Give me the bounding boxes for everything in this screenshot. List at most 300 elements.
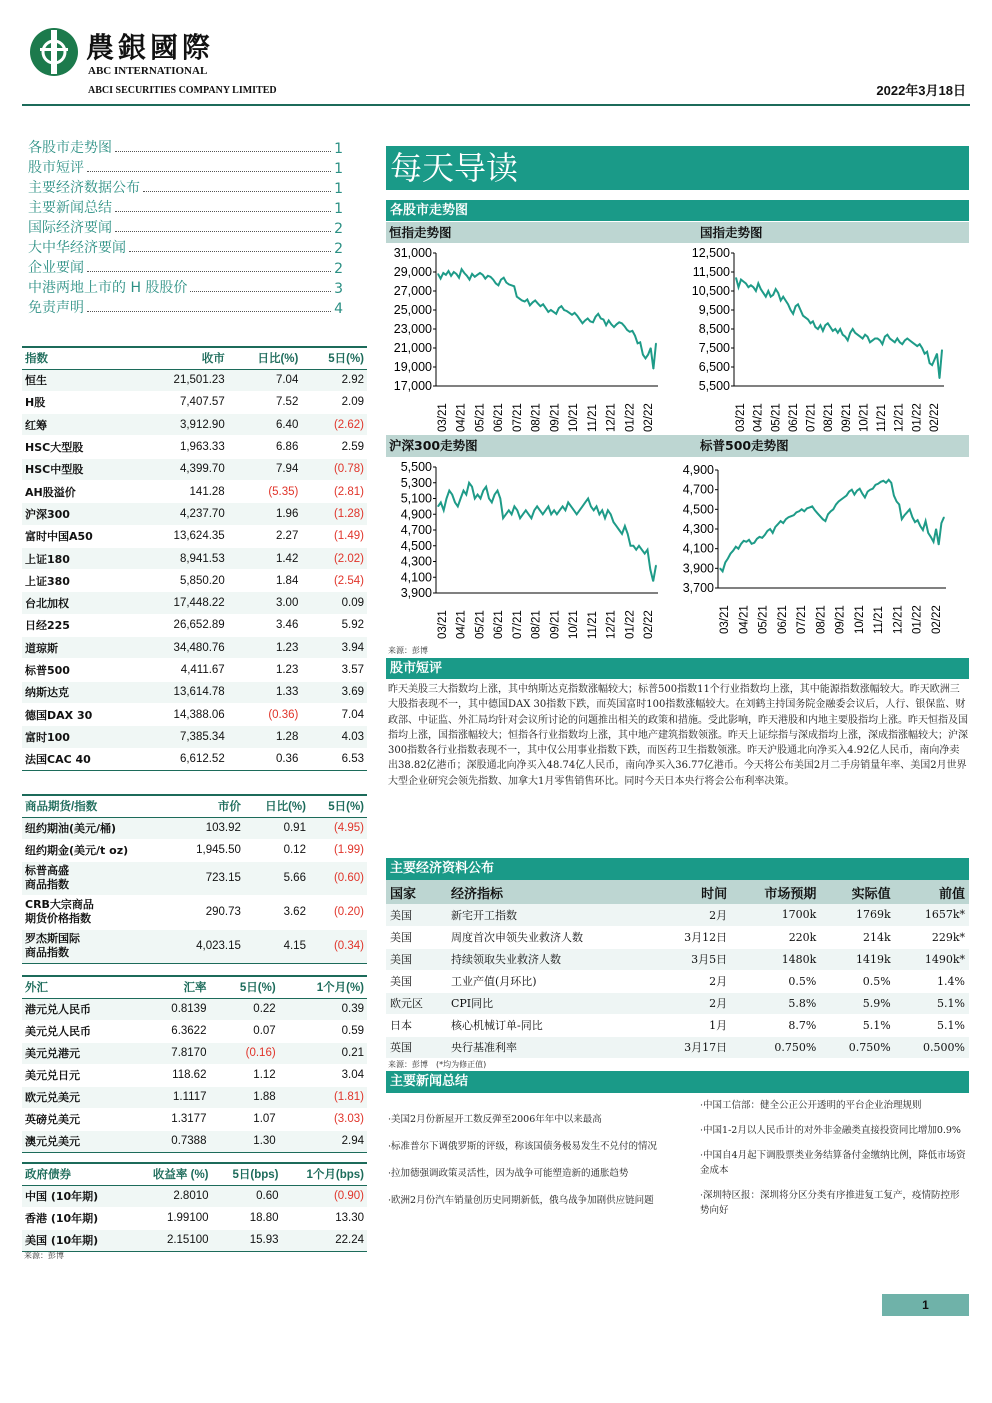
x-tick-label: 06/21 — [493, 403, 506, 432]
cell-value: 1.23 — [228, 637, 302, 659]
cell-value: 0.8139 — [141, 998, 209, 1020]
cell-value: 0.59 — [279, 1020, 367, 1042]
cell-value: 3月12日 — [655, 926, 731, 948]
x-tick-label: 08/21 — [530, 403, 543, 432]
table-row — [386, 926, 969, 948]
hsi-chart — [386, 243, 676, 435]
data-point — [485, 278, 486, 279]
data-point — [579, 510, 580, 511]
data-point — [768, 290, 769, 291]
data-point — [602, 510, 603, 511]
table-row — [22, 1207, 367, 1229]
news-item: ·欧洲2月份汽车销量创历史同期新低，俄乌战争加剧供应链问题 — [388, 1195, 654, 1206]
data-point — [793, 515, 794, 516]
column-header: 5日(%) — [209, 976, 278, 998]
data-point — [857, 334, 858, 335]
cell-value: 1,963.33 — [138, 436, 228, 458]
data-point — [891, 482, 892, 483]
row-label: 纽约期油(美元/桶) — [22, 817, 173, 839]
news-right-column — [700, 1098, 968, 1228]
y-tick-label: 5,300 — [400, 475, 432, 490]
data-point — [463, 490, 464, 491]
data-point — [797, 304, 798, 305]
row-label: 道琼斯 — [22, 637, 138, 659]
data-point — [571, 314, 572, 315]
data-point — [927, 351, 928, 352]
data-point — [759, 536, 760, 537]
data-point — [917, 346, 918, 347]
data-point — [810, 323, 811, 324]
x-tick-label: 02/22 — [643, 610, 655, 639]
table-row — [386, 1014, 969, 1036]
data-point — [788, 304, 789, 305]
data-point — [832, 330, 833, 331]
cell-value: 0.36 — [228, 748, 302, 770]
data-point — [487, 275, 488, 276]
x-tick-label: 12/21 — [605, 403, 618, 432]
cell-value: 0.22 — [209, 998, 278, 1020]
data-point — [503, 277, 504, 278]
data-point — [807, 319, 808, 320]
charts-section-title: 各股市走势图 — [386, 200, 969, 221]
bonds-table — [22, 1162, 367, 1252]
cell-value: 2月 — [655, 970, 731, 992]
cell-value: 欧元区 — [386, 992, 447, 1014]
row-label: 上证180 — [22, 547, 138, 569]
cell-value: (0.90) — [282, 1185, 368, 1207]
data-point — [579, 319, 580, 320]
y-tick-label: 25,000 — [393, 303, 432, 317]
toc-leader — [87, 271, 331, 272]
data-point — [599, 514, 600, 515]
cell-value: 2.94 — [279, 1130, 367, 1152]
row-label: HSC大型股 — [22, 436, 138, 458]
toc-item[interactable] — [28, 257, 343, 277]
series-line — [736, 278, 942, 379]
toc-leader — [190, 291, 331, 292]
data-point — [901, 519, 902, 520]
data-point — [912, 342, 913, 343]
cell-value: 1,945.50 — [173, 839, 243, 861]
y-tick-label: 29,000 — [393, 265, 432, 279]
data-point — [479, 272, 480, 273]
data-point — [577, 315, 578, 316]
data-point — [751, 543, 752, 544]
cell-value: (0.34) — [309, 929, 367, 963]
table-header-row — [22, 347, 367, 369]
cell-value: 1700k — [731, 904, 820, 926]
table-row — [22, 503, 367, 525]
x-tick-label: 11/21 — [873, 606, 886, 634]
data-point — [582, 323, 583, 324]
data-point — [924, 353, 925, 354]
cell-value: 8,941.53 — [138, 547, 228, 569]
x-tick-label: 05/21 — [757, 605, 770, 634]
table-row — [22, 480, 367, 502]
data-point — [859, 488, 860, 489]
cell-value: 4,237.70 — [138, 503, 228, 525]
data-point — [500, 279, 501, 280]
cell-value: CPI同比 — [447, 992, 655, 1014]
table-row — [386, 970, 969, 992]
data-point — [477, 274, 478, 275]
data-point — [585, 320, 586, 321]
data-point — [738, 548, 739, 549]
toc-item-page: 2 — [334, 261, 343, 277]
data-point — [448, 270, 449, 271]
x-tick-label: 03/21 — [437, 610, 449, 639]
data-point — [537, 303, 538, 304]
data-point — [856, 490, 857, 491]
data-point — [532, 302, 533, 303]
data-point — [812, 506, 813, 507]
indices-table — [22, 346, 367, 771]
cell-value: 英国 — [386, 1036, 447, 1058]
toc-item[interactable] — [28, 197, 343, 217]
economic-title: 主要经济资料公布 — [386, 858, 969, 880]
table-row — [386, 904, 969, 926]
cell-value: 14,388.06 — [138, 703, 228, 725]
commentary-title: 股市短评 — [386, 658, 969, 679]
cell-value: 4,023.15 — [173, 929, 243, 963]
cell-value: 0.39 — [279, 998, 367, 1020]
data-point — [880, 481, 881, 482]
data-point — [750, 285, 751, 286]
toc-item-page: 1 — [334, 161, 343, 177]
x-tick-label: 08/21 — [823, 403, 836, 432]
x-tick-label: 09/21 — [834, 605, 847, 634]
data-point — [565, 510, 566, 511]
cell-value: 6,612.52 — [138, 748, 228, 770]
x-tick-label: 09/21 — [549, 610, 562, 639]
toc-item[interactable] — [28, 297, 343, 317]
table-row — [22, 414, 367, 436]
toc-item[interactable] — [28, 277, 343, 297]
data-point — [564, 309, 565, 310]
x-tick-label: 12/21 — [893, 403, 906, 432]
data-point — [491, 502, 492, 503]
data-point — [912, 517, 913, 518]
x-tick-label: 02/22 — [643, 403, 655, 432]
data-point — [640, 342, 641, 343]
cell-value: 周度首次申领失业救济人数 — [447, 926, 655, 948]
data-point — [743, 540, 744, 541]
x-tick-label: 01/22 — [624, 403, 637, 432]
row-label: HSC中型股 — [22, 458, 138, 480]
data-point — [846, 495, 847, 496]
cell-value: 1.1117 — [141, 1086, 209, 1108]
cell-value: 1.23 — [228, 659, 302, 681]
x-tick-label: 11/21 — [586, 611, 599, 639]
data-point — [743, 281, 744, 282]
x-tick-label: 03/21 — [719, 605, 731, 634]
data-point — [719, 568, 720, 569]
column-header: 1个月(%) — [279, 976, 367, 998]
data-point — [514, 506, 515, 507]
fx-table — [22, 975, 367, 1153]
data-point — [590, 506, 591, 507]
x-tick-label: 02/22 — [929, 403, 941, 432]
y-tick-label: 4,900 — [400, 507, 432, 522]
cell-value: 3月5日 — [655, 948, 731, 970]
cell-value: 5.1% — [820, 1014, 894, 1036]
news-item: ·中国1-2月以人民币计的对外非金融类直接投资同比增加0.9% — [700, 1125, 961, 1136]
data-point — [738, 287, 739, 288]
cell-value: 8.7% — [731, 1014, 820, 1036]
cell-value: 1.99100 — [129, 1207, 212, 1229]
row-label: 美国 (10年期) — [22, 1229, 129, 1251]
data-point — [791, 516, 792, 517]
x-tick-label: 11/21 — [586, 404, 599, 432]
y-tick-label: 9,500 — [698, 303, 730, 317]
news-item: ·美国2月份新屋开工数反弹至2006年年中以来最高 — [388, 1114, 602, 1125]
table-row — [22, 681, 367, 703]
row-label: 美元兑港元 — [22, 1042, 141, 1064]
toc-item[interactable] — [28, 237, 343, 257]
data-point — [862, 338, 863, 339]
data-point — [460, 498, 461, 499]
data-point — [765, 296, 766, 297]
data-point — [568, 502, 569, 503]
x-tick-label: 03/21 — [437, 403, 449, 432]
data-point — [780, 521, 781, 522]
x-tick-label: 06/21 — [493, 610, 506, 639]
cell-value: 2月 — [655, 904, 731, 926]
data-point — [764, 534, 765, 535]
data-point — [758, 283, 759, 284]
table-row — [22, 839, 367, 861]
toc-leader — [87, 311, 331, 312]
data-point — [725, 562, 726, 563]
cell-value: 1.84 — [228, 570, 302, 592]
data-point — [458, 277, 459, 278]
cell-value: 0.7388 — [141, 1130, 209, 1152]
row-label: 英磅兑美元 — [22, 1108, 141, 1130]
cell-value: 7.8170 — [141, 1042, 209, 1064]
row-label: 罗杰斯国际 商品指数 — [22, 929, 173, 963]
cell-value: 3.69 — [301, 681, 367, 703]
x-tick-label: 08/21 — [530, 610, 543, 639]
table-row — [22, 1042, 367, 1064]
data-point — [500, 498, 501, 499]
data-point — [562, 506, 563, 507]
toc-item-label: 主要新闻总结 — [28, 200, 112, 216]
data-point — [508, 284, 509, 285]
cell-value: 1657k* — [895, 904, 969, 926]
toc-leader — [129, 251, 331, 252]
data-point — [799, 511, 800, 512]
toc-leader — [143, 191, 331, 192]
x-tick-label: 09/21 — [840, 403, 853, 432]
data-point — [827, 514, 828, 515]
data-point — [748, 287, 749, 288]
data-point — [480, 498, 481, 499]
data-point — [466, 275, 467, 276]
toc-item[interactable] — [28, 177, 343, 197]
data-point — [943, 517, 944, 518]
data-point — [445, 274, 446, 275]
data-point — [874, 338, 875, 339]
cell-value: (2.54) — [301, 570, 367, 592]
toc-item-label: 各股市走势图 — [28, 140, 112, 156]
cell-value: 0.5% — [820, 970, 894, 992]
company-name-cn: 農銀國際 — [86, 31, 215, 64]
cell-value: 持续领取失业救济人数 — [447, 948, 655, 970]
data-point — [740, 279, 741, 280]
toc-item-page: 2 — [334, 241, 343, 257]
cell-value: 13,624.35 — [138, 525, 228, 547]
cell-value: 新宅开工指数 — [447, 904, 655, 926]
data-point — [855, 332, 856, 333]
row-label: 纽约期金(美元/t oz) — [22, 839, 173, 861]
table-row — [22, 817, 367, 839]
table-row — [22, 525, 367, 547]
data-point — [545, 308, 546, 309]
data-point — [722, 571, 723, 572]
cell-value: 723.15 — [173, 861, 243, 895]
column-header: 商品期货/指数 — [22, 795, 173, 817]
x-tick-label: 10/21 — [568, 610, 581, 639]
column-header: 实际值 — [820, 880, 894, 904]
data-point — [753, 287, 754, 288]
data-point — [551, 514, 552, 515]
data-point — [930, 536, 931, 537]
row-label: 法国CAC 40 — [22, 748, 138, 770]
data-point — [735, 546, 736, 547]
chart1-title: 恒指走势图 — [389, 225, 452, 240]
data-point — [795, 306, 796, 307]
data-point — [914, 344, 915, 345]
data-point — [941, 523, 942, 524]
cell-value: 1490k* — [895, 948, 969, 970]
data-point — [867, 336, 868, 337]
data-point — [443, 272, 444, 273]
toc-item[interactable] — [28, 157, 343, 177]
table-row — [22, 998, 367, 1020]
data-point — [741, 543, 742, 544]
data-point — [511, 285, 512, 286]
data-point — [762, 537, 763, 538]
sp500-chart — [676, 457, 969, 642]
data-point — [914, 522, 915, 523]
table-row — [22, 1130, 367, 1152]
data-point — [820, 516, 821, 517]
data-point — [889, 338, 890, 339]
table-row — [22, 592, 367, 614]
commentary-text: 昨天美股三大指数均上涨，其中纳斯达克指数涨幅较大；标普500指数11个行业指数均上涨，其中能源指数涨幅较大。昨天欧洲三大股指表现不一，其中德国DAX 30指数下跌，而英国富时100指数涨幅较大。在刘鹤主持国务院金融委会议后，人行、银保监、财政部、中证监、外汇局均针对会议所讨论的问题推出相关的政策和措施。受此影响，昨天港股和内地主要股指均上涨。昨天恒指及国指均上涨，国指涨幅较大；恒指各行业指数均上涨，其中地产建筑指数领涨。昨天上证综指与深成指均上涨，深成指涨幅较大；沪深300指数各行业指数表现不一，其中仅公用事业指数下跌，而医药卫生指数领涨。昨天沪股通北向净买入4.92亿人民币，南向净卖出38.82亿港币；深股通北向净买入48.74亿人民币，南向净买入36.77亿港币。今天将公布美国2月二手房销量年率、美国2月世界大型企业研究会领先指数、加拿大1月零售销售环比。同时今天日本央行将会公布利率决策。 — [388, 684, 968, 787]
data-point — [922, 529, 923, 530]
cell-value: 22.24 — [282, 1229, 368, 1251]
cell-value: 6.3622 — [141, 1020, 209, 1042]
x-tick-label: 07/21 — [805, 403, 818, 432]
column-header: 收益率 (%) — [129, 1163, 212, 1185]
data-point — [801, 509, 802, 510]
chart-source: 来源：彭博 — [388, 646, 428, 655]
data-point — [592, 322, 593, 323]
cell-value: 美国 — [386, 948, 447, 970]
x-tick-label: 05/21 — [474, 610, 487, 639]
cell-value: 美国 — [386, 926, 447, 948]
table-row — [22, 929, 367, 963]
data-point — [790, 309, 791, 310]
cell-value: 26,652.89 — [138, 614, 228, 636]
data-point — [453, 271, 454, 272]
data-point — [820, 325, 821, 326]
column-header: 国家 — [386, 880, 447, 904]
toc-item-page: 1 — [334, 181, 343, 197]
cell-value: (3.03) — [279, 1108, 367, 1130]
data-point — [843, 497, 844, 498]
toc-item[interactable] — [28, 217, 343, 237]
data-point — [822, 330, 823, 331]
column-header: 5日(bps) — [212, 1163, 282, 1185]
company-name-en: ABC INTERNATIONAL — [88, 65, 208, 77]
data-point — [783, 523, 784, 524]
data-point — [543, 304, 544, 305]
cell-value: 5.1% — [895, 1014, 969, 1036]
data-point — [899, 504, 900, 505]
table-row — [22, 895, 367, 929]
cell-value: 7.04 — [301, 703, 367, 725]
data-point — [486, 486, 487, 487]
report-date: 2022年3月18日 — [876, 83, 966, 98]
data-point — [535, 300, 536, 301]
table-row — [386, 948, 969, 970]
x-tick-label: 10/21 — [853, 605, 866, 634]
data-point — [894, 342, 895, 343]
cell-value: 6.40 — [228, 414, 302, 436]
data-point — [904, 340, 905, 341]
data-point — [437, 506, 438, 507]
cell-value: 7.94 — [228, 458, 302, 480]
x-tick-label: 04/21 — [752, 403, 765, 432]
cell-value: 1.3177 — [141, 1108, 209, 1130]
series-line — [438, 269, 656, 369]
row-label: 红筹 — [22, 414, 138, 436]
column-header: 指数 — [22, 347, 138, 369]
data-point — [851, 489, 852, 490]
data-point — [461, 269, 462, 270]
data-point — [559, 510, 560, 511]
x-tick-label: 12/21 — [605, 610, 618, 639]
data-point — [531, 518, 532, 519]
x-tick-label: 11/21 — [876, 404, 889, 432]
cell-value: 央行基准利率 — [447, 1036, 655, 1058]
cell-value: 4.03 — [301, 726, 367, 748]
data-point — [598, 313, 599, 314]
data-point — [655, 565, 656, 566]
data-point — [454, 502, 455, 503]
table-row — [22, 637, 367, 659]
cell-value: 2.8010 — [129, 1185, 212, 1207]
data-point — [588, 498, 589, 499]
table-row — [22, 861, 367, 895]
table-of-contents — [28, 137, 343, 317]
data-point — [619, 529, 620, 530]
table-row — [22, 570, 367, 592]
data-point — [632, 330, 633, 331]
table-row — [22, 614, 367, 636]
x-tick-label: 03/21 — [735, 403, 747, 432]
data-point — [629, 331, 630, 332]
data-point — [830, 327, 831, 328]
x-tick-label: 10/21 — [568, 403, 581, 432]
chart4-title: 标普500走势图 — [700, 438, 789, 453]
data-point — [939, 378, 940, 379]
data-point — [647, 549, 648, 550]
toc-item[interactable] — [28, 137, 343, 157]
data-point — [941, 349, 942, 350]
